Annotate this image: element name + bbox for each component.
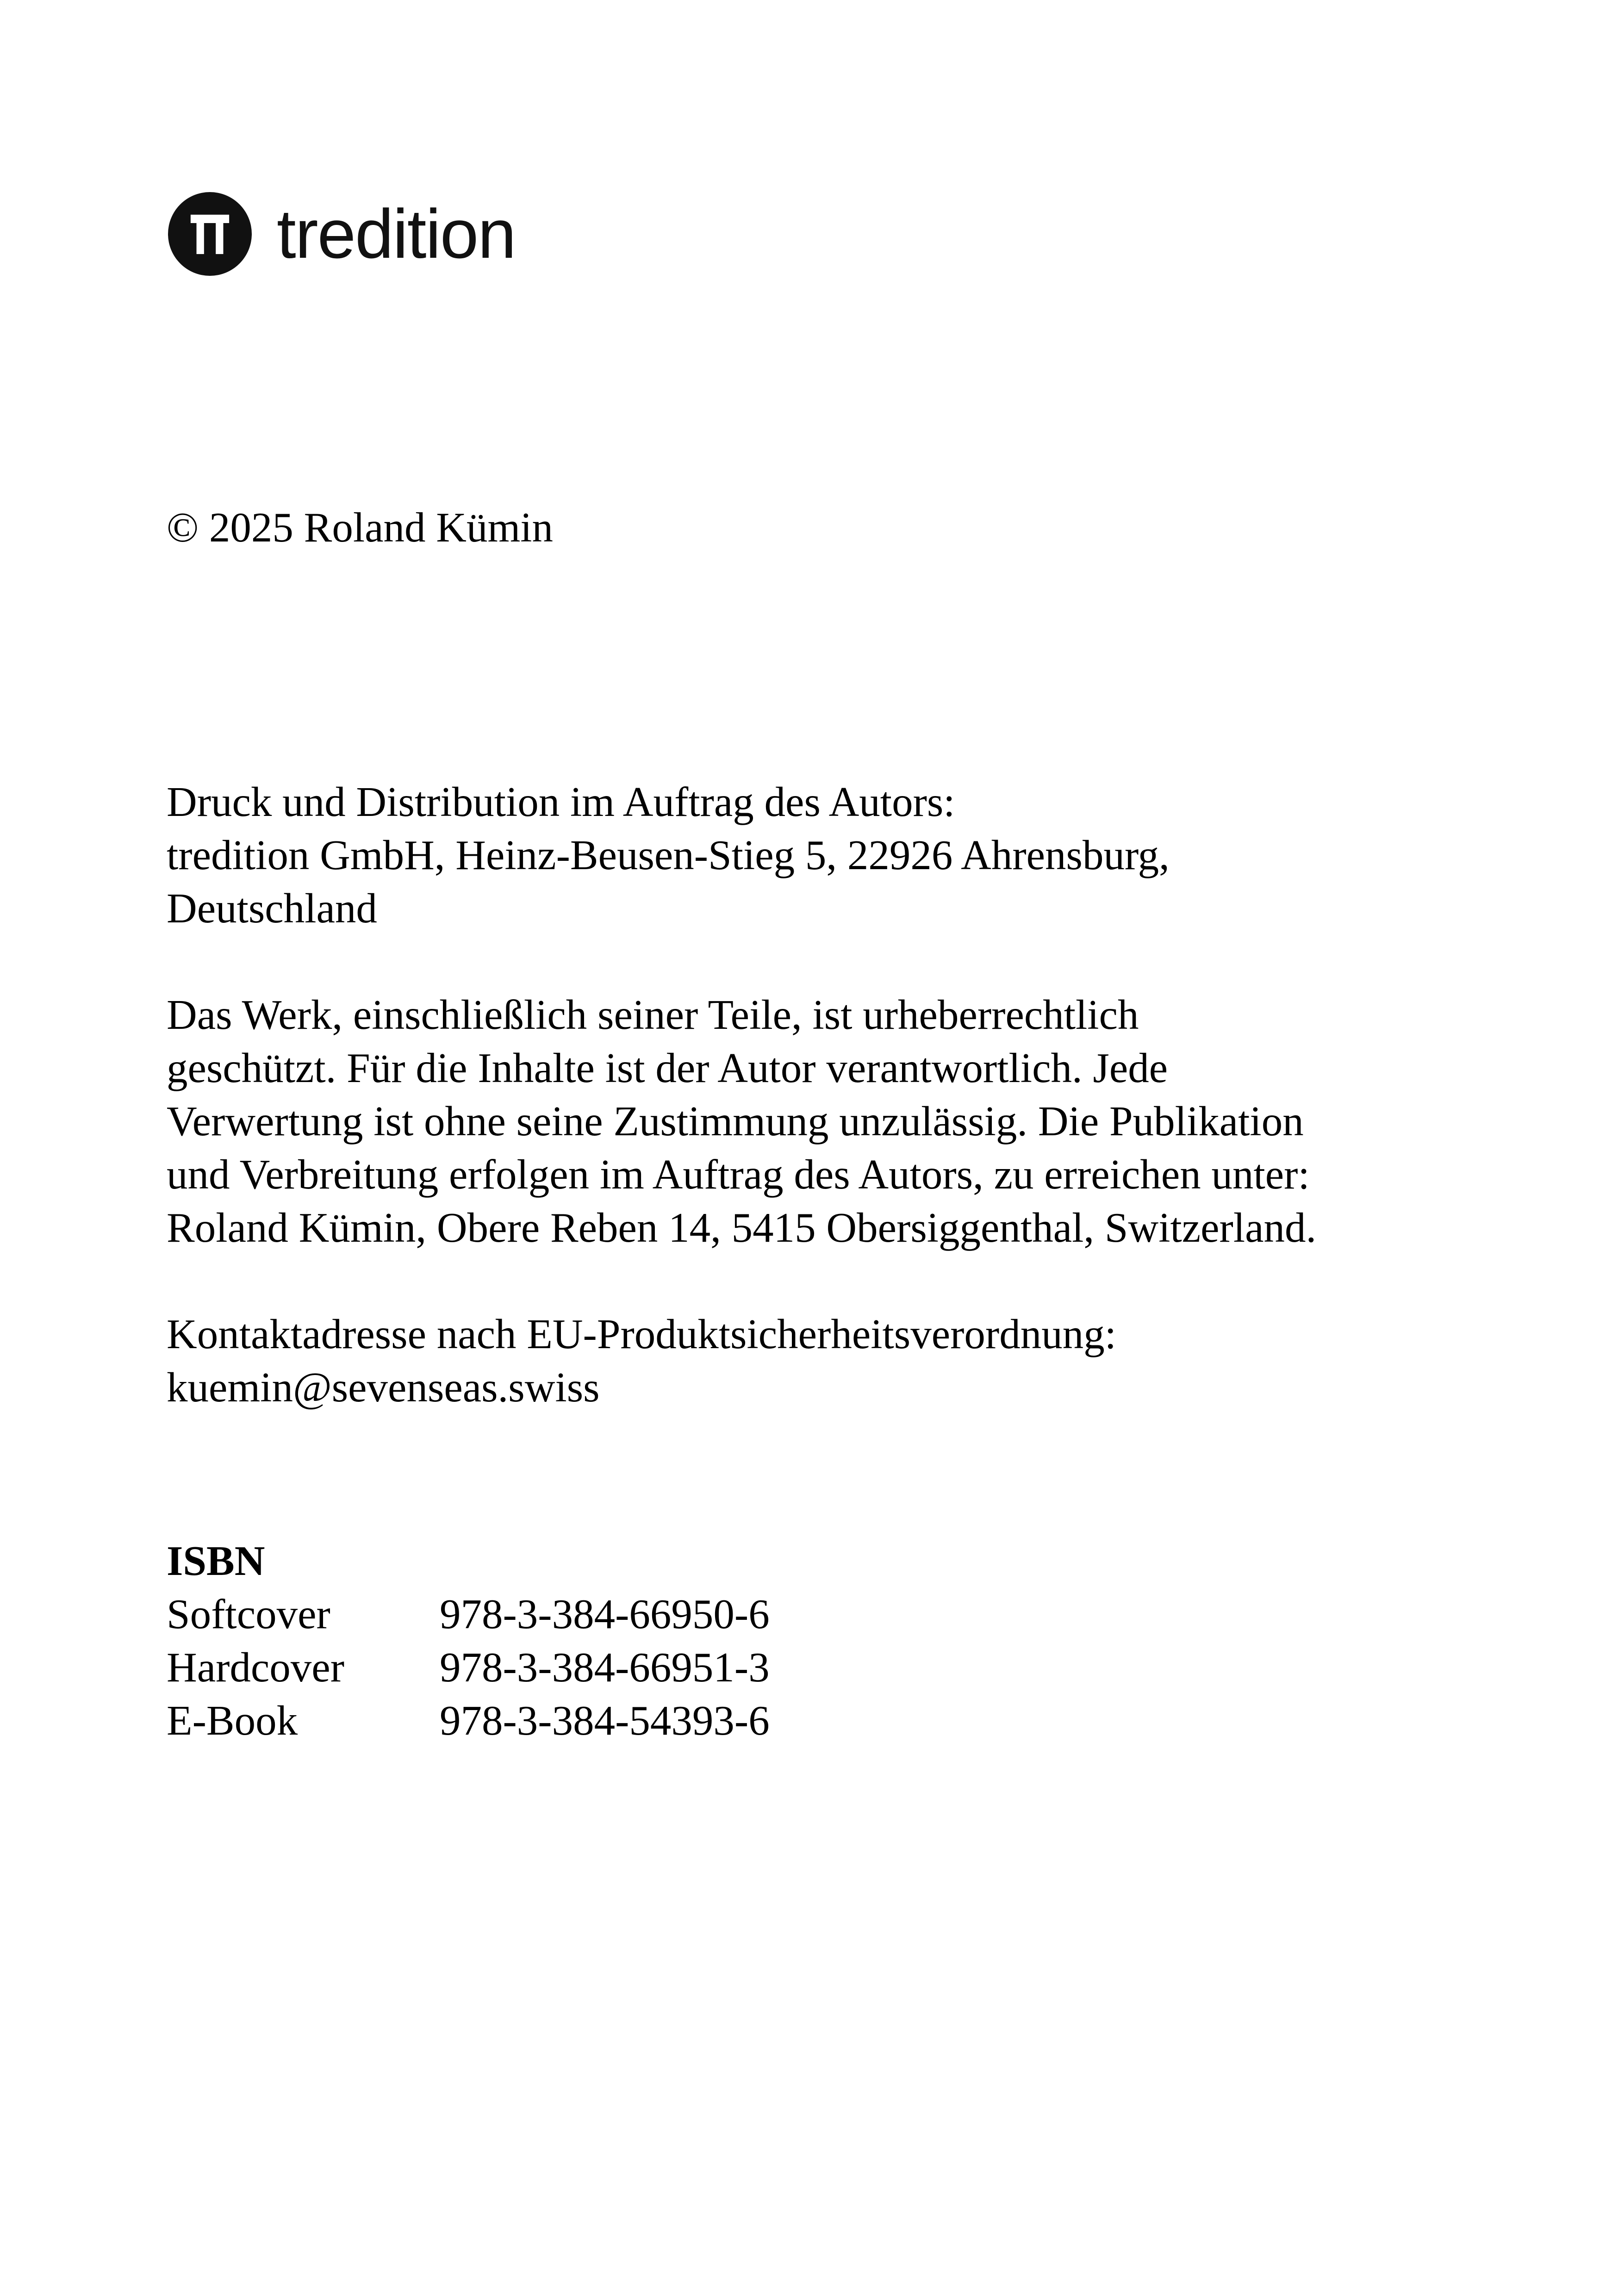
copyright-notice: [167, 501, 1509, 554]
rights-line-1: Das Werk, einschließlich seiner Teile, ist urheberrechtlich: [167, 991, 1139, 1038]
isbn-section: [167, 1534, 1509, 1747]
contact-email: kuemin@sevenseas.swiss: [167, 1364, 600, 1411]
printing-line-3: Deutschland: [167, 885, 377, 932]
isbn-row: [167, 1641, 1509, 1694]
contact-info: [167, 1307, 1509, 1414]
rights-notice: [167, 988, 1509, 1254]
tredition-logo-icon: [168, 192, 252, 276]
publisher-logo: [168, 187, 516, 280]
rights-line-4: und Verbreitung erfolgen im Auftrag des Autors, zu erreichen unter:: [167, 1151, 1310, 1198]
isbn-row: [167, 1694, 1509, 1747]
copyright-line: © 2025 Roland Kümin: [167, 504, 554, 551]
rights-line-5: Roland Kümin, Obere Reben 14, 5415 Obersiggenthal, Switzerland.: [167, 1204, 1317, 1251]
isbn-format: Softcover: [167, 1591, 330, 1637]
isbn-format: Hardcover: [167, 1644, 344, 1691]
isbn-format: E-Book: [167, 1697, 298, 1744]
printing-info: [167, 775, 1509, 935]
isbn-number: 978-3-384-54393-6: [440, 1697, 770, 1744]
isbn-heading: ISBN: [167, 1537, 265, 1584]
isbn-number: 978-3-384-66950-6: [440, 1591, 770, 1637]
contact-line-1: Kontaktadresse nach EU-Produktsicherheitsverordnung:: [167, 1311, 1116, 1357]
rights-line-3: Verwertung ist ohne seine Zustimmung unzulässig. Die Publikation: [167, 1098, 1304, 1145]
printing-line-2: tredition GmbH, Heinz-Beusen-Stieg 5, 22926 Ahrensburg,: [167, 832, 1170, 878]
isbn-row: [167, 1587, 1509, 1641]
printing-line-1: Druck und Distribution im Auftrag des Autors:: [167, 778, 955, 825]
rights-line-2: geschützt. Für die Inhalte ist der Autor verantwortlich. Jede: [167, 1045, 1168, 1091]
logo-wordmark: tredition: [277, 195, 516, 273]
isbn-number: 978-3-384-66951-3: [440, 1644, 770, 1691]
